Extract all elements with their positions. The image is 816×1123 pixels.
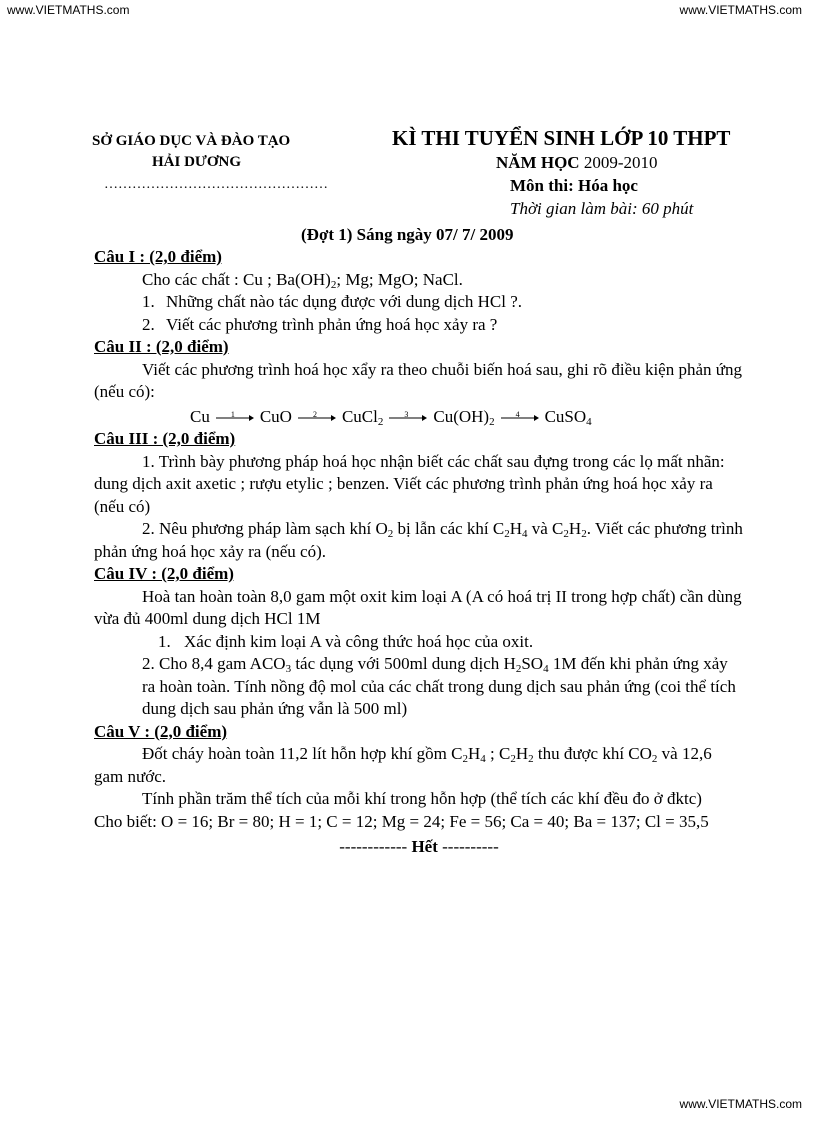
chain-cuoh2-sub: 2 [489, 415, 495, 428]
chain-cu: Cu [190, 406, 210, 426]
exam-body [94, 246, 744, 859]
watermark-top-left: www.VIETMATHS.com [7, 3, 130, 17]
q3-p2-s5: 2 [581, 528, 587, 540]
arrow-right-icon [216, 414, 254, 422]
chain-cuso4-sub: 4 [586, 415, 592, 428]
chain-cucl2-sub: 2 [377, 415, 384, 428]
q4-i2-b: tác dụng với 500ml dung dịch H [295, 654, 516, 673]
chain-cucl2-base: CuCl [341, 406, 378, 426]
given-data: Cho biết: O = 16; Br = 80; H = 1; C = 12; Mg = 24; Fe = 56; Ca = 40; Ba = 137; Cl = 35,5 [94, 811, 709, 831]
q1-intro-a: Cho các chất : Cu ; Ba(OH) [142, 269, 331, 289]
q4-intro: Hoà tan hoàn toàn 8,0 gam một oxit kim loại A (A có hoá trị II trong hợp chất) cần dùng vừa đủ 400ml dung dịch HCl 1M [94, 586, 742, 628]
header-org: SỞ GIÁO DỤC VÀ ĐÀO TẠO [92, 133, 291, 149]
q5-p1-f: và 12,6 gam nước. [94, 744, 712, 786]
q4-i2-s1: 3 [285, 663, 292, 675]
watermark-top-right: www.VIETMATHS.com [679, 3, 802, 17]
q2-title: Câu II : (2,0 điểm) [94, 337, 229, 356]
q3-part-1: 1. Trình bày phương pháp hoá học nhận biết các chất sau đựng trong các lọ mất nhãn: dung dịch axit axetic ; rượu etylic ; benzen. Viết các phương trình phản ứng hoá học xảy ra (nếu có) [94, 451, 725, 516]
q3-p2-s2: 2 [504, 528, 510, 540]
q1-item-1-text: Những chất nào tác dụng được với dung dịch HCl ?. [166, 292, 523, 311]
chain-arrow-3-num: 3 [404, 409, 409, 419]
q5-p1-s5: 2 [651, 753, 658, 765]
q4-item-1 [94, 631, 744, 654]
q4-item-1-num: 1. [158, 631, 171, 651]
q3-p2-c: H [509, 519, 523, 538]
watermark-bottom-right: www.VIETMATHS.com [679, 1097, 802, 1111]
chain-arrow-1 [216, 410, 254, 424]
q1-intro-sub: 2 [330, 278, 337, 291]
q5-p1-s3: 2 [510, 753, 516, 765]
end-dash-right: ---------- [437, 837, 499, 856]
exam-subject: Môn thi: Hóa học [510, 176, 638, 195]
end-dash-left: ------------ [339, 837, 412, 856]
year-label: NĂM HỌC [496, 153, 580, 172]
q1-item-2-num: 2. [142, 314, 155, 334]
q4-title: Câu IV : (2,0 điểm) [94, 564, 234, 583]
chain-arrow-1-num: 1 [230, 409, 235, 419]
header-dots: ………………………………………… [104, 177, 328, 192]
header-province: HẢI DƯƠNG [152, 154, 242, 170]
end-word: Hết [411, 837, 438, 856]
q4-i2-s3: 4 [543, 663, 549, 675]
q1-item-1 [94, 291, 744, 314]
arrow-right-icon [298, 414, 336, 422]
q5-p1-s4: 2 [528, 753, 534, 765]
exam-session: (Đợt 1) Sáng ngày 07/ 7/ 2009 [301, 225, 514, 244]
chain-cuo: CuO [259, 406, 292, 426]
q4-item-1-text: Xác định kim loại A và công thức hoá học của oxit. [184, 631, 534, 651]
reaction-chain [94, 406, 744, 429]
q3-p2-b: bị lẫn các khí C [397, 519, 505, 538]
q3-p2-s1: 2 [387, 528, 394, 540]
chain-arrow-2 [298, 410, 336, 424]
q1-intro [94, 269, 744, 292]
q3-title: Câu III : (2,0 điểm) [94, 429, 236, 448]
q5-part-2: Tính phần trăm thể tích của mỗi khí trong hỗn hợp (thể tích các khí đều đo ở đktc) [142, 789, 702, 808]
q1-title: Câu I : (2,0 điểm) [94, 247, 222, 266]
q4-item-2 [94, 653, 744, 721]
q3-p2-a: 2. Nêu phương pháp làm sạch khí O [142, 519, 388, 538]
header-right [392, 126, 752, 219]
q1-item-2 [94, 314, 744, 337]
q5-p1-s1: 2 [462, 753, 468, 765]
arrow-right-icon [501, 414, 539, 422]
chain-arrow-3 [389, 410, 427, 424]
arrow-right-icon [389, 414, 427, 422]
q5-p1-d: H [515, 744, 529, 763]
q4-i2-s2: 2 [515, 663, 522, 675]
q3-p2-s3: 4 [522, 528, 528, 540]
year-value: 2009-2010 [583, 153, 658, 172]
q3-p2-e: H [568, 519, 582, 538]
chain-cuso4-base: CuSO [544, 406, 587, 426]
q1-intro-b: ; Mg; MgO; NaCl. [336, 269, 463, 289]
q5-p1-a: Đốt cháy hoàn toàn 11,2 lít hỗn hợp khí gồm C [142, 744, 463, 763]
end-marker [94, 836, 744, 859]
q5-p1-c: ; C [490, 744, 511, 763]
exam-title: KÌ THI TUYỂN SINH LỚP 10 THPT [392, 126, 731, 150]
q5-p1-b: H [467, 744, 481, 763]
exam-time: Thời gian làm bài: 60 phút [510, 199, 694, 218]
q1-item-2-text: Viết các phương trình phản ứng hoá học xảy ra ? [166, 314, 498, 334]
q1-item-1-num: 1. [142, 292, 155, 311]
q2-text: Viết các phương trình hoá học xẩy ra theo chuỗi biến hoá sau, ghi rõ điều kiện phản ứng (nếu có): [94, 359, 742, 401]
chain-arrow-4-num: 4 [515, 409, 520, 419]
chain-arrow-4 [501, 410, 539, 424]
chain-cucl2 [342, 406, 383, 429]
q4-i2-a: 2. Cho 8,4 gam ACO [142, 654, 286, 673]
q3-p2-f: . Viết các phương trình phản ứng hoá học xảy ra (nếu có). [94, 519, 743, 561]
chain-cuoh2-base: Cu(OH) [433, 406, 490, 426]
q4-i2-c: SO [521, 654, 544, 673]
header-left [92, 133, 328, 192]
chain-cuso4 [545, 406, 592, 429]
q5-p1-s2: 4 [480, 753, 486, 765]
q3-part-2 [94, 518, 744, 563]
q4-i2-d: 1M đến khi phản ứng xảy ra hoàn toàn. Tính nồng độ mol của các chất trong dung dịch sau phản ứng (coi thể tích dung dịch sau phản ứng vẫn là 500 ml) [142, 654, 736, 718]
q3-p2-d: và C [531, 519, 564, 538]
exam-year [392, 153, 752, 173]
q5-part-1 [94, 743, 744, 788]
q3-p2-s4: 2 [563, 528, 569, 540]
chain-arrow-2-num: 2 [312, 409, 317, 419]
chain-cuoh2 [433, 406, 494, 429]
q5-p1-e: thu được khí CO [537, 744, 652, 763]
q5-title: Câu V : (2,0 điểm) [94, 721, 228, 741]
